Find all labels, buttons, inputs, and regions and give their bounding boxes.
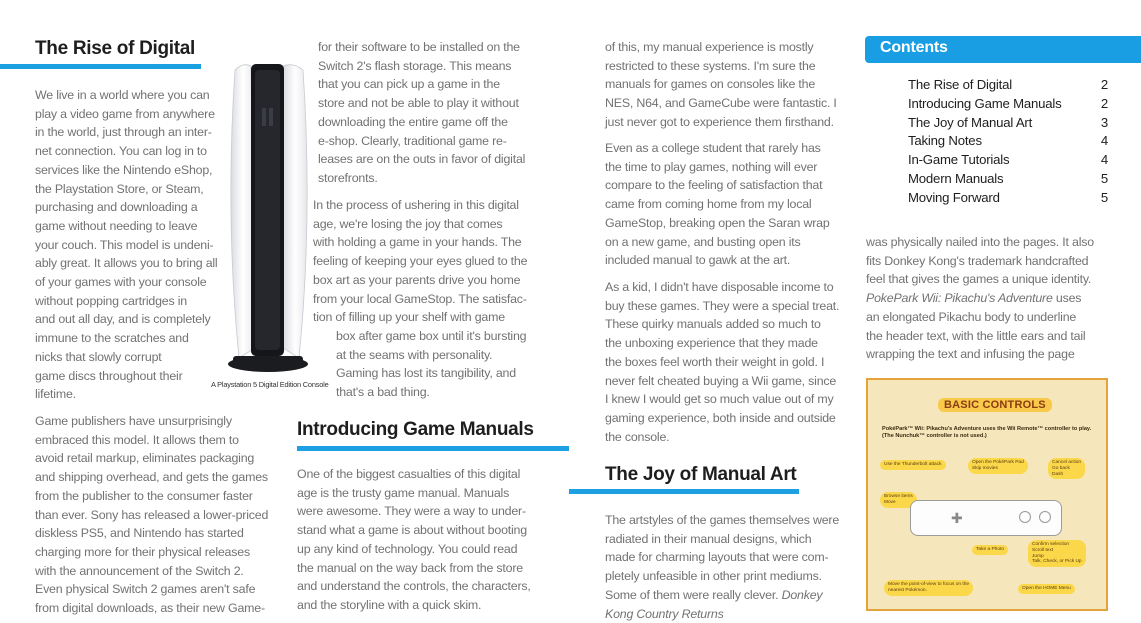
manual-callout: Take a Photo <box>972 545 1008 555</box>
rise-of-digital-paragraph-2: Game publishers have unsurprisingly embraced this model. It allows them to avoid retail markup, eliminates packaging and shipping overhead, and gets the games from the publisher to the consumer faster than ever. Sony has released a lower-priced diskless PS5, and Nintendo has started charging more for their physical releases with the announcement of the Switch 2. Even physical Switch 2 games aren't safe from digital downloads, as their new Game- <box>35 414 269 616</box>
toc-item[interactable] <box>908 95 1108 114</box>
toc-item[interactable] <box>908 76 1108 95</box>
column3-paragraph-3: As a kid, I didn't have disposable income to buy these games. They were a special treat. These quirky manuals added so much to the unboxing experience that they made the boxes feel worth their weight in gold. I never felt cheated buying a Wii game, since I knew I would get so much value out of my gaming experience, both inside and outside the console. <box>605 280 840 444</box>
column2-paragraph-2b: box after game box until it's bursting at the seams with personality. Gaming has lost its tangibility, and that's a bad thing. <box>336 329 527 400</box>
column4-paragraph: was physically nailed into the pages. It also fits Donkey Kong's trademark handcrafted feel that gives the games a unique identity. PokePark Wii: Pikachu's Adventure uses an elongated Pikachu body to underline the header text, with the little ears and tail wrapping the text and infusing the page <box>866 235 1094 362</box>
toc-item-page: 5 <box>1100 189 1108 205</box>
heading-underline <box>569 489 799 494</box>
toc-item-label: Introducing Game Manuals <box>908 95 1062 111</box>
introducing-game-manuals-paragraph: One of the biggest casualties of this digital age is the trusty game manual. Manuals were awesome. They were a way to under- stand what a game is about without booting up any kind of technology. You could read the manual on the way back from the store and understand the controls, the characters, and the storyline with a quick skim. <box>297 467 531 612</box>
button-b-icon <box>1039 511 1051 523</box>
table-of-contents <box>908 76 1108 208</box>
manual-callout: Cancel action Go back Dash <box>1048 458 1085 479</box>
manual-callout: Confirm selection Scroll text Jump Talk, Check, or Pick Up <box>1028 540 1086 567</box>
toc-item-label: In-Game Tutorials <box>908 152 1010 168</box>
column3-paragraph-2: Even as a college student that rarely has the time to play games, nothing will ever compare to the feeling of satisfaction that came from coming home from my local GameStop, breaking open the Saran wrap on a new game, and busting open its included manual to gawk at the art. <box>605 141 830 268</box>
contents-title: Contents <box>880 39 948 56</box>
image-caption: A Playstation 5 Digital Edition Console <box>211 380 329 389</box>
toc-item-label: Taking Notes <box>908 133 982 149</box>
toc-item-page: 5 <box>1100 170 1108 186</box>
toc-item[interactable] <box>908 114 1108 133</box>
toc-item-label: Moving Forward <box>908 189 1000 205</box>
column3-paragraph-1: of this, my manual experience is mostly restricted to these systems. I'm sure the manuals for games on consoles like the NES, N64, and GameCube were fantastic. I just never got to experience them firsthand. <box>605 40 837 129</box>
toc-item-page: 4 <box>1100 133 1108 149</box>
toc-item-page: 2 <box>1100 95 1108 111</box>
toc-item-label: The Rise of Digital <box>908 77 1012 92</box>
manual-callout: Browse items Move <box>880 492 917 508</box>
toc-item-label: Modern Manuals <box>908 170 1004 186</box>
manual-intro-text: PokéPark™ Wii: Pikachu's Adventure uses the Wii Remote™ controller to play. (The Nunchuk™ controller is not used.) <box>882 426 1092 439</box>
toc-item-label: The Joy of Manual Art <box>908 114 1033 130</box>
joy-of-manual-art-paragraph: The artstyles of the games themselves were radiated in their manual designs, which made for charming layouts that were com- pletely unfeasible in other print mediums. Some of them were really clever. Donkey Kong Country Returns <box>605 513 840 621</box>
toc-item[interactable] <box>908 132 1108 151</box>
section-heading-rise-of-digital: The Rise of Digital <box>35 38 196 59</box>
wii-remote-illustration <box>910 500 1062 536</box>
dpad-icon: ✚ <box>951 510 963 526</box>
column2-paragraph-2: In the process of ushering in this digital age, we're losing the joy that comes with holding a game in your hands. The feeling of keeping your eyes glued to the box art as your parents drive you home from your local GameStop. The satisfac- tion of filling up your shelf with game <box>313 198 528 325</box>
manual-callout: Use the Thunderbolt attack <box>880 460 946 470</box>
pokepark-manual-image <box>866 378 1108 611</box>
column2-paragraph-1: for their software to be installed on the Switch 2's flash storage. This means that you can pick up a game in the store and not be able to play it without downloading the entire game off the e-shop. Clearly, traditional game re- leases are on the outs in favor of digital storefronts. <box>318 40 526 185</box>
rise-of-digital-paragraph-1: We live in a world where you can play a video game from anywhere in the world, just through an inter- net connection. You can log in to services like the Nintendo eShop, the Playstation Store, or Steam, purchasing and downloading a game without needing to leave your couch. This model is undeni- ably great. It allows you to bring all of your games with your console without popping cartridges in and out all day, and is completely immune to the scratches and nicks that slowly corrupt game discs throughout their lifetime. <box>35 88 218 402</box>
heading-underline <box>297 446 569 451</box>
heading-underline <box>0 64 201 69</box>
button-a-icon <box>1019 511 1031 523</box>
ps5-console-image <box>213 58 323 376</box>
section-heading-joy-of-manual-art: The Joy of Manual Art <box>605 464 797 485</box>
manual-title: BASIC CONTROLS <box>938 398 1052 412</box>
toc-item-page: 3 <box>1100 114 1108 130</box>
toc-item-page: 2 <box>1100 77 1108 92</box>
manual-callout: Move the point-of-view to focus on the nearest Pokémon. <box>884 580 973 596</box>
section-heading-introducing-game-manuals: Introducing Game Manuals <box>297 419 534 440</box>
manual-callout: Open the HOME Menu <box>1018 584 1075 594</box>
manual-callout: Open the PokéPark Pad Skip movies <box>968 458 1028 474</box>
toc-item[interactable] <box>908 151 1108 170</box>
toc-item[interactable] <box>908 170 1108 189</box>
toc-item[interactable] <box>908 189 1108 208</box>
toc-item-page: 4 <box>1100 152 1108 168</box>
